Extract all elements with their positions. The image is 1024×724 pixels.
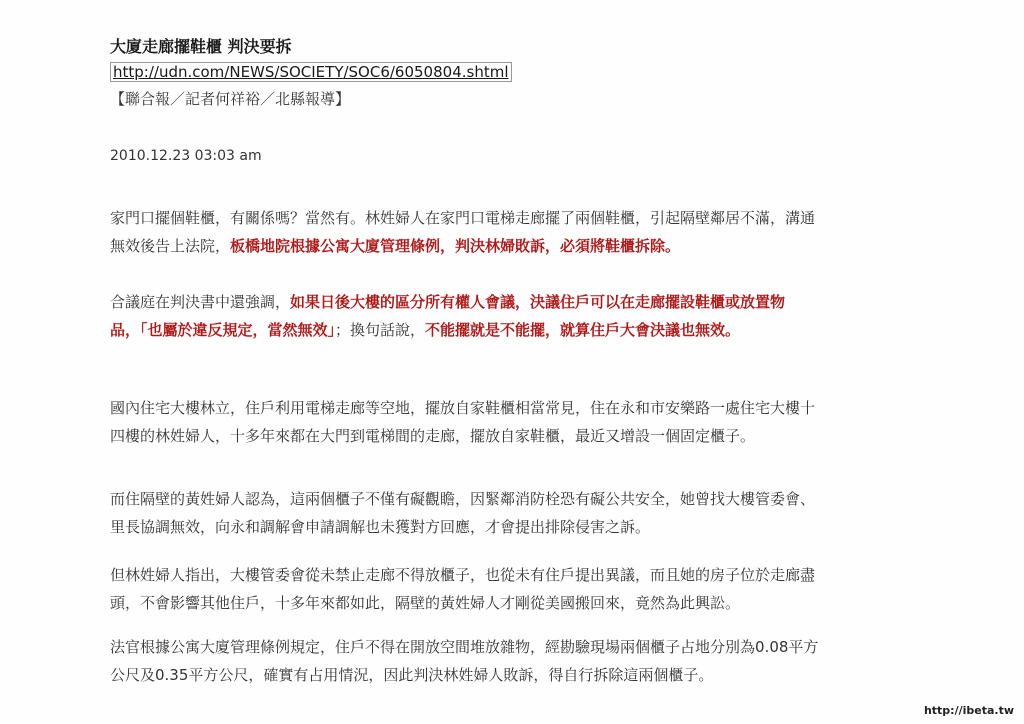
plain-text: 合議庭在判決書中還強調， xyxy=(110,293,291,311)
paragraph-3 xyxy=(110,394,910,450)
paragraph-line: 四樓的林姓婦人，十多年來都在大門到電梯間的走廊，擺放自家鞋櫃，最近又增設一個固定櫃子。 xyxy=(110,427,756,445)
watermark: http://ibeta.tw xyxy=(920,703,1018,718)
paragraph-line xyxy=(110,316,910,344)
article-byline: 【聯合報／記者何祥裕／北縣報導】 xyxy=(110,90,351,108)
paragraph-line: 公尺及0.35平方公尺，確實有占用情況，因此判決林姓婦人敗訴，得自行拆除這兩個櫃子。 xyxy=(110,666,714,684)
article-url-link[interactable]: http://udn.com/NEWS/SOCIETY/SOC6/6050804.shtml xyxy=(110,62,512,82)
emphasis-text: 板橋地院根據公寓大廈管理條例，判決林婦敗訴，必須將鞋櫃拆除。 xyxy=(230,237,681,255)
article-title: 大廈走廊擺鞋櫃 判決要拆 xyxy=(110,37,292,56)
plain-text: ；換句話說， xyxy=(335,321,426,339)
paragraph-5 xyxy=(110,561,910,617)
paragraph-line: 法官根據公寓大廈管理條例規定，住戶不得在開放空間堆放雜物，經勘驗現場兩個櫃子占地分別為0.08平方 xyxy=(110,638,819,656)
emphasis-text: 如果日後大樓的區分所有權人會議，決議住戶可以在走廊擺設鞋櫃或放置物 xyxy=(290,293,786,311)
paragraph-line xyxy=(110,232,910,260)
plain-text: 無效後告上法院， xyxy=(110,237,231,255)
paragraph-4 xyxy=(110,485,910,541)
paragraph-1 xyxy=(110,204,910,260)
paragraph-line: 而住隔壁的黃姓婦人認為，這兩個櫃子不僅有礙觀瞻，因緊鄰消防栓恐有礙公共安全，她曾找大樓管委會、 xyxy=(110,490,816,508)
paragraph-line: 頭，不會影響其他住戶，十多年來都如此，隔壁的黃姓婦人才剛從美國搬回來，竟然為此興訟。 xyxy=(110,594,741,612)
article-timestamp: 2010.12.23 03:03 am xyxy=(110,148,262,164)
paragraph-line xyxy=(110,288,910,316)
paragraph-2 xyxy=(110,288,910,344)
paragraph-line: 國內住宅大樓林立，住戶利用電梯走廊等空地，擺放自家鞋櫃相當常見，住在永和市安樂路一處住宅大樓十 xyxy=(110,399,816,417)
paragraph-line: 但林姓婦人指出，大樓管委會從未禁止走廊不得放櫃子，也從未有住戶提出異議，而且她的房子位於走廊盡 xyxy=(110,566,816,584)
paragraph-line: 里長協調無效，向永和調解會申請調解也未獲對方回應，才會提出排除侵害之訴。 xyxy=(110,518,651,536)
emphasis-text: 品，「也屬於違反規定，當然無效」 xyxy=(110,321,336,339)
emphasis-text: 不能擺就是不能擺，就算住戶大會決議也無效。 xyxy=(425,321,741,339)
paragraph-line: 家門口擺個鞋櫃，有關係嗎？當然有。林姓婦人在家門口電梯走廊擺了兩個鞋櫃，引起隔壁鄰居不滿，溝通 xyxy=(110,209,816,227)
paragraph-6 xyxy=(110,633,910,689)
